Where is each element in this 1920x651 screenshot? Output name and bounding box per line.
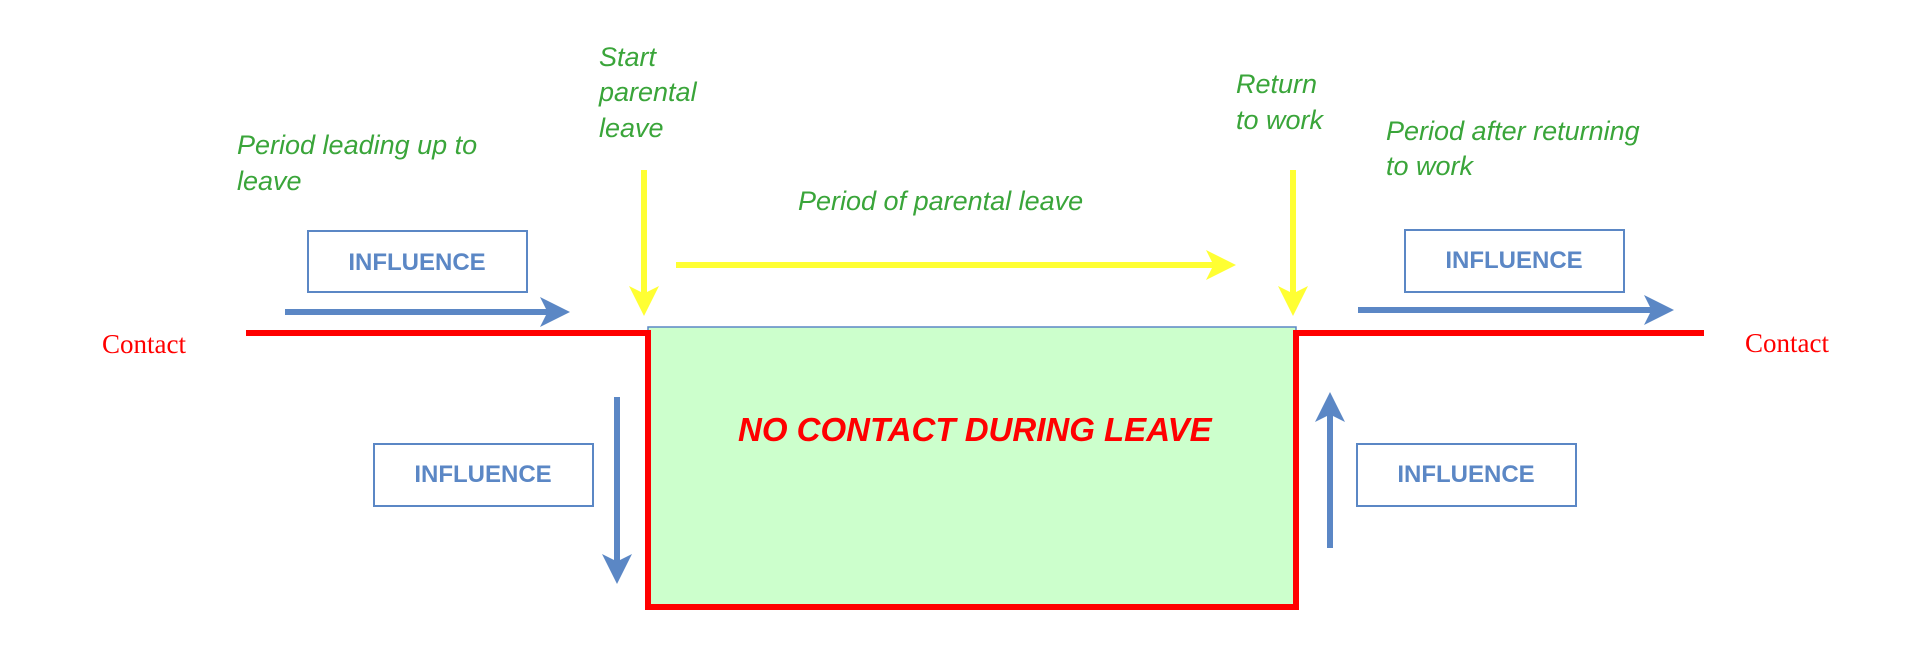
influence-label-bottom-right: INFLUENCE xyxy=(1397,461,1535,488)
influence-label-top-left: INFLUENCE xyxy=(348,249,486,276)
start-leave-line-2: parental xyxy=(599,77,697,107)
start-leave-label xyxy=(598,42,704,143)
influence-label-top-right: INFLUENCE xyxy=(1445,247,1583,274)
period-leave-label: Period of parental leave xyxy=(798,186,1084,216)
period-before-line-2: leave xyxy=(237,166,302,196)
period-after-label xyxy=(1386,116,1647,181)
influence-box-bottom-right xyxy=(1357,444,1576,506)
start-leave-line-1: Start xyxy=(599,42,657,72)
influence-box-top-left xyxy=(308,231,527,292)
return-work-line-2: to work xyxy=(1236,105,1324,135)
period-before-label xyxy=(237,130,485,196)
return-work-line-1: Return xyxy=(1236,69,1318,99)
influence-label-bottom-left: INFLUENCE xyxy=(414,461,552,488)
return-work-label xyxy=(1236,69,1325,135)
contact-label-right: Contact xyxy=(1745,328,1829,358)
influence-box-top-right xyxy=(1405,230,1624,292)
no-contact-label: NO CONTACT DURING LEAVE xyxy=(738,411,1212,448)
start-leave-line-3: leave xyxy=(599,113,664,143)
no-contact-box xyxy=(648,327,1296,607)
influence-box-bottom-left xyxy=(374,444,593,506)
period-before-line-1: Period leading up to xyxy=(237,130,478,160)
contact-label-left: Contact xyxy=(102,329,186,359)
period-after-line-1: Period after returning xyxy=(1386,116,1640,146)
period-after-line-2: to work xyxy=(1386,151,1474,181)
